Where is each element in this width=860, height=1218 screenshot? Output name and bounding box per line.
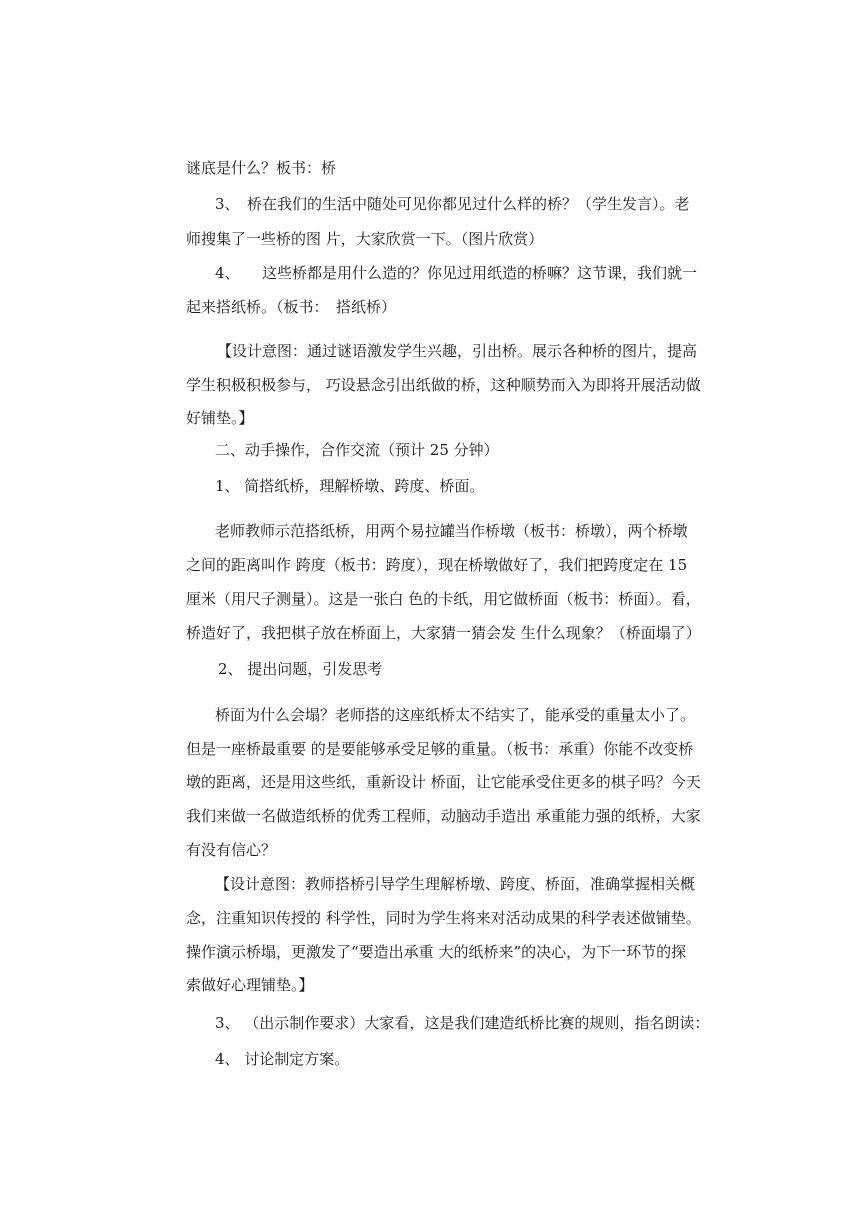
design-intent-line: 操作演示桥塌，更激发了“要造出承重 大的纸桥来”的决心，为下一环节的探 [186,943,687,961]
design-intent-line: 【设计意图：通过谜语激发学生兴趣，引出桥。展示各种桥的图片，提高 [217,342,698,360]
design-intent-line: 【设计意图：教师搭桥引导学生理解桥墩、跨度、桥面，准确掌握相关概 [215,875,696,893]
design-intent-line: 好铺垫。】 [186,409,254,427]
text-line: 4、 讨论制定方案。 [215,1050,350,1068]
text-line: 2、 提出问题，引发思考 [218,660,383,678]
text-line: 老师教师示范搭纸桥，用两个易拉罐当作桥墩（板书：桥墩），两个桥墩 [215,522,688,540]
text-line: 但是一座桥最重要 的是要能够承受足够的重量。（板书：承重）你能不改变桥 [186,740,694,758]
text-line: 1、 简搭纸桥，理解桥墩、跨度、桥面。 [215,477,485,495]
text-line: 有没有信心？ [186,841,277,859]
design-intent-line: 学生积极积极参与， 巧设悬念引出纸做的桥，这种顺势而入为即将开展活动做 [186,376,701,394]
text-line: 桥造好了，我把棋子放在桥面上，大家猜一猜会发 生什么现象？（桥面塌了） [186,624,701,642]
text-line: 4、 这些桥都是用什么造的？你见过用纸造的桥嘛？这节课，我们就一 [215,264,698,282]
text-line: 桥面为什么会塌？老师搭的这座纸桥太不结实了，能承受的重量太小了。 [215,706,696,724]
text-line: 我们来做一名做造纸桥的优秀工程师，动脑动手造出 承重能力强的纸桥，大家 [186,807,701,825]
text-line: 师搜集了一些桥的图 片，大家欣赏一下。（图片欣赏） [186,230,544,248]
text-line: 3、 （出示制作要求）大家看，这是我们建造纸桥比赛的规则，指名朗读： [215,1014,710,1032]
section-heading: 二、动手操作，合作交流（预计 25 分钟） [215,441,499,459]
text-line: 厘米（用尺子测量）。这是一张白 色的卡纸，用它做桥面（板书：桥面）。看， [186,590,701,608]
text-line: 谜底是什么？板书：桥 [186,159,337,177]
text-line: 3、 桥在我们的生活中随处可见你都见过什么样的桥？（学生发言）。老 [215,195,690,213]
text-line: 起来搭纸桥。（板书： 搭纸桥） [186,298,397,316]
design-intent-line: 索做好心理铺垫。】 [186,976,314,994]
design-intent-line: 念，注重知识传授的 科学性，同时为学生将来对活动成果的科学表述做铺垫。 [186,909,701,927]
text-line: 之间的距离叫作 跨度（板书：跨度），现在桥墩做好了，我们把跨度定在 15 [186,556,688,574]
text-line: 墩的距离，还是用这些纸，重新设计 桥面，让它能承受住更多的棋子吗？今天 [186,773,701,791]
